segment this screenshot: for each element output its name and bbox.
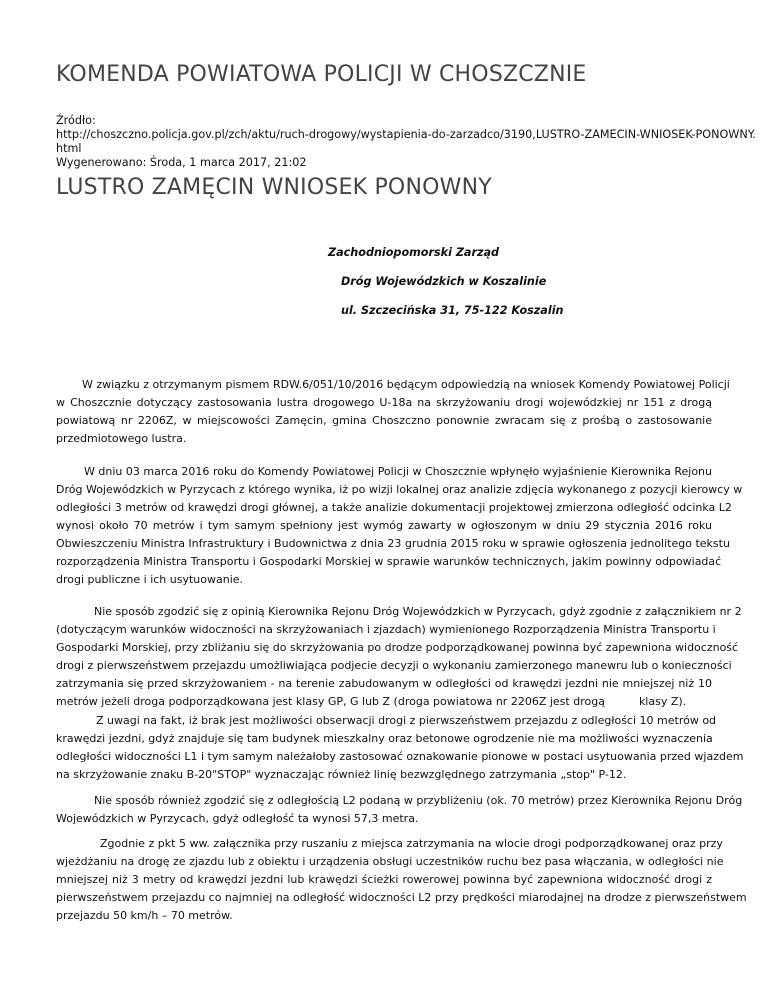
text-line: wynosi około 70 metrów i tym samym spełniony jest wymóg zawarty w ogłoszonym w dniu 29 stycznia 2016 roku [56, 519, 712, 532]
text-line: W związku z otrzymanym pismem RDW.6/051/10/2016 będącym odpowiedzią na wniosek Komendy Powiatowej Policji [82, 378, 730, 391]
addressee-line-3: ul. Szczecińska 31, 75-122 Koszalin [341, 304, 564, 317]
text-line: odległości widoczności L1 i tym samym należałoby zastosować oznakowanie pionowe w postaci usytuowania przed wjazdem [56, 750, 744, 763]
text-line: rozporządzenia Ministra Transportu i Gospodarki Morskiej w sprawie warunków technicznych, jakim powinny odpowiadać [56, 555, 722, 568]
text-line: krawędzi jezdni, gdyż znajduje się tam budynek mieszkalny oraz betonowe ogrodzenie nie ma możliwości wyznaczenia [56, 732, 713, 745]
text-line: drogi z pierwszeństwem przejazdu umożliwiająca podjecie decyzji o wykonaniu zamierzonego manewru lub o konieczności [56, 659, 732, 672]
source-url: http://choszczno.policja.gov.pl/zch/aktu/ruch-drogowy/wystapienia-do-zarzadco/3190,LUSTRO-ZAMECIN-WNIOSEK-PONOWNY. [56, 128, 756, 141]
text-line: drogi publiczne i ich usytuowanie. [56, 573, 244, 586]
text-line: Gospodarki Morskiej, przy zbliżaniu się do skrzyżowania po drodze podporządkowanej powinna być zapewniona widoczność [56, 641, 739, 654]
source-block [56, 114, 756, 170]
paragraph-1 [56, 376, 730, 448]
paragraph-5 [56, 792, 743, 828]
source-url-continuation: html [56, 142, 82, 155]
site-title: KOMENDA POWIATOWA POLICJI W CHOSZCZNIE [56, 62, 587, 87]
text-line: Wojewódzkich w Pyrzycach, gdyż odległość ta wynosi 57,3 metra. [56, 812, 419, 825]
text-line: Zgodnie z pkt 5 ww. załącznika przy ruszaniu z miejsca zatrzymania na wlocie drogi podporządkowanej oraz przy [100, 837, 723, 850]
text-line: mniejszej niż 3 metry od krawędzi jezdni lub krawędzi ścieżki rowerowej powinna być zapewniona widoczność drogi z [56, 873, 712, 886]
text-line: Z uwagi na fakt, iż brak jest możliwości obserwacji drogi z pierwszeństwem przejazdu z odległości 10 metrów od [96, 714, 717, 727]
generated-date: Wygenerowano: Środa, 1 marca 2017, 21:02 [56, 156, 307, 169]
text-line: zatrzymania się przed skrzyżowaniem - na terenie zabudowanym w odległości od krawędzi jezdni nie mniejszej niż 10 [56, 677, 712, 690]
text-fragment: klasy Z). [638, 695, 687, 708]
text-line: w Choszcznie dotyczący zastosowania lustra drogowego U-18a na skrzyżowaniu drogi wojewódzkiej nr 151 z drogą [56, 396, 712, 409]
text-fragment: metrów jeżeli droga podporządkowana jest klasy GP, G lub Z (droga powiatowa nr 2206Z jest drogą [56, 695, 605, 708]
text-line: W dniu 03 marca 2016 roku do Komendy Powiatowej Policji w Choszcznie wpłynęło wyjaśnienie Kierownika Rejonu [84, 465, 712, 478]
paragraph-4 [56, 712, 744, 784]
text-line: wjeżdżaniu na drogę ze zjazdu lub z obiektu i urządzenia obsługi uczestników ruchu bez pasa włączania, w odległości nie [56, 855, 724, 868]
text-line: Obwieszczeniu Ministra Infrastruktury i Budownictwa z dnia 23 grudnia 2015 roku w sprawie ogłoszenia jednolitego tekstu [56, 537, 730, 550]
article-title: LUSTRO ZAMĘCIN WNIOSEK PONOWNY [56, 175, 492, 200]
paragraph-3 [56, 603, 742, 711]
addressee-line-2: Dróg Wojewódzkich w Koszalinie [341, 275, 547, 288]
addressee-line-1: Zachodniopomorski Zarząd [328, 246, 500, 259]
text-line: przedmiotowego lustra. [56, 432, 187, 445]
text-line: pierwszeństwem przejazdu co najmniej na odległość widoczności L2 przy prędkości miarodajnej na drodze z pierwszeństwem [56, 891, 747, 904]
source-label: Źródło: [56, 114, 96, 127]
text-line: na skrzyżowanie znaku B-20"STOP" wyznaczając również linię bezwzględnego zatrzymania „stop" P-12. [56, 768, 627, 781]
text-line: Nie sposób również zgodzić się z odległością L2 podaną w przybliżeniu (ok. 70 metrów) przez Kierownika Rejonu Dróg [94, 794, 743, 807]
text-line: odległości 3 metrów od krawędzi drogi głównej, a także analizie dokumentacji projektowej zmierzona odległość odcinka L2 [56, 501, 732, 514]
text-line: (dotyczącym warunków widoczności na skrzyżowaniach i zjazdach) wymienionego Rozporządzenia Ministra Transportu i [56, 623, 716, 636]
text-line [56, 693, 712, 711]
text-line: Nie sposób zgodzić się z opinią Kierownika Rejonu Dróg Wojewódzkich w Pyrzycach, gdyż zgodnie z załącznikiem nr 2 [94, 605, 742, 618]
text-line: powiatową nr 2206Z, w miejscowości Zamęcin, gmina Choszczno ponownie zwracam się z prośbą o zastosowanie [56, 414, 712, 427]
paragraph-2 [56, 463, 743, 589]
text-line: Dróg Wojewódzkich w Pyrzycach z którego wynika, iż po wizji lokalnej oraz analizie zdjęcia wykonanego z pozycji kierowcy w [56, 483, 743, 496]
paragraph-6 [56, 835, 747, 925]
text-line: przejazdu 50 km/h – 70 metrów. [56, 909, 233, 922]
